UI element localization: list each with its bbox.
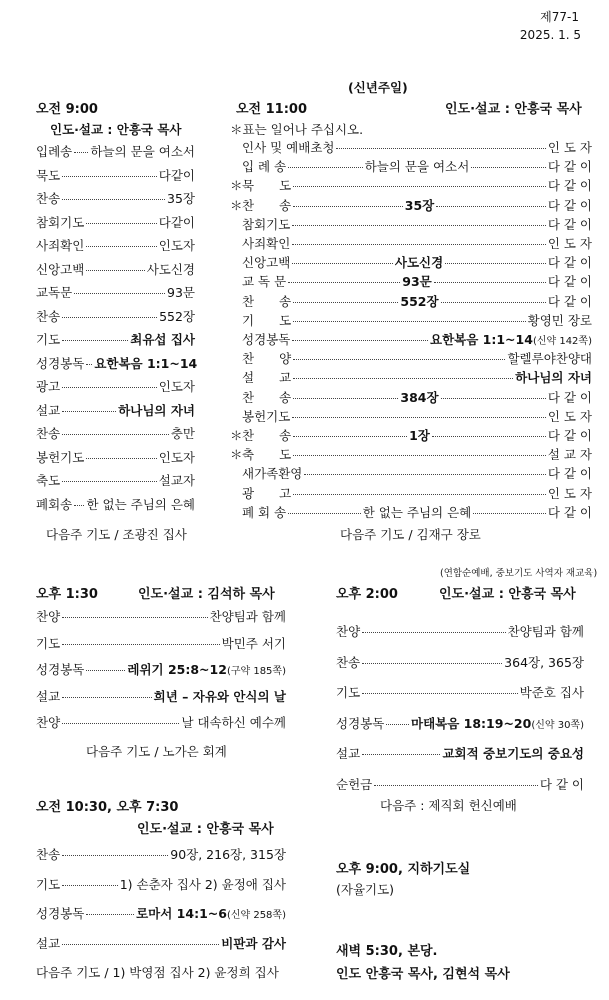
item-value: 사도신경 <box>146 261 195 277</box>
am9-time: 오전 9:00 <box>36 102 98 117</box>
am11-row <box>230 330 592 349</box>
item-label: 사죄확인 <box>36 238 85 253</box>
leader-dots <box>445 263 546 264</box>
subtitle: (신년주일) <box>348 80 408 95</box>
leader-dots <box>86 364 92 365</box>
leader-dots <box>62 644 219 645</box>
item-value: 다 같 이 <box>547 389 593 405</box>
leader-dots <box>62 176 157 177</box>
item-label: 신앙고백 <box>242 255 291 271</box>
item-label: 찬송 <box>36 847 61 862</box>
item-value: 날 대속하신 예수께 <box>181 715 286 730</box>
leader-dots <box>434 282 546 283</box>
am9-row <box>36 471 195 490</box>
leader-dots <box>74 152 88 153</box>
item-label: 설 교 <box>242 370 292 386</box>
item-value: 인도자 <box>158 238 195 253</box>
leader-dots <box>62 885 118 886</box>
leader-dots <box>288 167 363 168</box>
pm2-header-note: (연합순예배, 중보기도 사역자 재교육) <box>440 568 598 579</box>
am9-row <box>36 260 195 279</box>
am11-row <box>230 503 592 522</box>
am1030-row <box>36 904 286 923</box>
item-label: 성경봉독 <box>36 355 85 371</box>
leader-dots <box>293 321 525 322</box>
leader-dots <box>62 481 157 482</box>
item-label: 묵도 <box>36 167 61 183</box>
item-label: 성경봉독 <box>336 715 385 731</box>
pm2-row <box>336 622 584 641</box>
leader-dots <box>432 436 546 437</box>
leader-dots <box>288 282 400 283</box>
item-label: 축 도 <box>242 447 292 463</box>
item-value: 박민주 서기 <box>221 635 286 651</box>
am11-row <box>230 311 592 330</box>
item-value: 다같이 <box>158 167 195 183</box>
am1030-row <box>36 934 286 953</box>
item-label: 사죄확인 <box>242 236 291 251</box>
item-label: 성경봉독 <box>36 662 85 677</box>
item-label: 기도 <box>336 685 361 700</box>
am9-row <box>36 495 195 514</box>
am9-row <box>36 401 195 420</box>
am11-row <box>230 234 592 253</box>
item-value: 마태복음 18:19~20 <box>411 715 532 731</box>
am9-row <box>36 424 195 443</box>
am11-row <box>230 176 592 195</box>
leader-dots <box>86 223 156 224</box>
item-label: 성경봉독 <box>36 906 85 921</box>
leader-dots <box>74 505 84 506</box>
item-label: 기도 <box>36 635 61 651</box>
item-value: 다같이 <box>158 214 195 230</box>
item-value: 364장, 365장 <box>504 654 584 670</box>
standing-mark: ＊ <box>230 447 243 463</box>
pm9-note: (자율기도) <box>336 882 395 897</box>
pm2-next: 다음주 : 제직회 헌신예배 <box>380 798 517 813</box>
item-value: 할렐루야찬양대 <box>507 351 592 367</box>
item-value: 설교자 <box>158 473 195 488</box>
item-value: 요한복음 1:1~14 <box>94 355 198 371</box>
leader-dots <box>62 617 207 618</box>
item-value: 35장 <box>167 191 195 206</box>
leader-dots <box>293 186 546 187</box>
pm130-next: 다음주 기도 / 노가은 회계 <box>86 744 227 759</box>
leader-dots <box>292 417 546 418</box>
pm2-row <box>336 775 584 794</box>
item-value: 다 같 이 <box>547 504 592 520</box>
item-value: 요한복음 1:1~14 <box>430 332 533 347</box>
pm130-leader: 인도·설교 : 김석하 목사 <box>138 587 275 602</box>
leader-dots <box>62 723 179 724</box>
item-value: 설 교 자 <box>547 447 592 463</box>
issue-date: 2025. 1. 5 <box>519 28 581 42</box>
am9-row <box>36 142 195 161</box>
item-label: 인사 및 예배초청 <box>242 140 335 155</box>
item-value: 다 같 이 <box>547 428 592 443</box>
item-label: 찬 송 <box>242 197 292 213</box>
am11-row <box>230 253 592 272</box>
am11-row <box>230 272 592 291</box>
item-label: 순헌금 <box>336 776 373 792</box>
dawn-leader-label: 인도 <box>336 967 362 982</box>
item-label: 참회기도 <box>242 216 291 232</box>
am1030-row <box>36 845 286 864</box>
am9-row <box>36 448 195 467</box>
leader-dots <box>362 663 502 664</box>
leader-dots <box>62 340 128 341</box>
item-label: 찬송 <box>36 426 61 441</box>
leader-dots <box>293 206 403 207</box>
item-label: 기도 <box>36 876 61 892</box>
leader-dots <box>374 785 538 786</box>
leader-dots <box>293 494 546 495</box>
item-label: 찬양 <box>336 624 361 639</box>
item-value: 다 같 이 <box>547 466 592 482</box>
item-label: 광 고 <box>242 485 292 501</box>
item-label: 기도 <box>36 332 61 347</box>
am9-row <box>36 166 195 185</box>
item-value: 최유섭 집사 <box>130 332 195 347</box>
item-value: 다 같 이 <box>547 216 592 232</box>
leader-dots <box>292 263 393 264</box>
item-label: 설교 <box>36 402 61 418</box>
item-value: 인 도 자 <box>547 140 592 155</box>
item-label: 찬송 <box>36 308 61 324</box>
leader-dots <box>62 387 157 388</box>
item-value: 다 같 이 <box>547 197 593 213</box>
item-value: 찬양팀과 함께 <box>507 624 584 639</box>
item-value: 찬양팀과 함께 <box>209 609 286 624</box>
pm9-time: 오후 9:00, 지하기도실 <box>336 862 471 877</box>
dawn-time: 새벽 5:30, 본당. <box>336 944 438 959</box>
leader-dots <box>362 693 517 694</box>
am1030-time: 오전 10:30, 오후 7:30 <box>36 800 179 815</box>
leader-dots <box>86 246 156 247</box>
am11-row <box>230 445 592 464</box>
item-value: 황영민 장로 <box>527 312 592 328</box>
pm130-row <box>36 713 286 732</box>
pm2-row <box>336 744 584 763</box>
dawn-leader-names: 안흥국 목사, 김현석 목사 <box>365 967 510 982</box>
leader-dots <box>62 855 168 856</box>
item-value: 하늘의 문을 여소서 <box>90 144 195 159</box>
item-value: 1) 손춘자 집사 2) 윤정애 집사 <box>119 876 286 892</box>
item-label: 설교 <box>36 688 61 704</box>
leader-dots <box>292 244 546 245</box>
item-value: 다 같 이 <box>547 255 592 271</box>
item-value: 인 도 자 <box>547 236 592 251</box>
item-middle: 사도신경 <box>394 255 444 271</box>
leader-dots <box>86 670 125 671</box>
pm130-row <box>36 660 286 679</box>
leader-dots <box>62 199 165 200</box>
item-label: 찬 송 <box>242 389 292 405</box>
item-label: 신앙고백 <box>36 261 85 277</box>
leader-dots <box>86 458 156 459</box>
item-label: 찬양 <box>36 609 61 624</box>
am11-row <box>230 426 592 445</box>
item-value: 하나님의 자녀 <box>118 402 195 418</box>
item-value: 다 같 이 <box>547 159 592 175</box>
item-value: 희년 – 자유와 안식의 날 <box>153 688 286 704</box>
item-value: 비판과 감사 <box>221 935 286 951</box>
item-value: 한 없는 주님의 은혜 <box>86 496 195 512</box>
leader-dots <box>362 754 440 755</box>
item-note: (신약 142쪽) <box>532 336 592 347</box>
item-note: (신약 258쪽) <box>226 910 286 921</box>
standing-mark: ＊ <box>230 197 243 213</box>
item-label: 설교 <box>336 746 361 761</box>
item-label: 입 례 송 <box>242 159 287 175</box>
leader-dots <box>292 225 546 226</box>
item-label: 찬 양 <box>242 351 292 367</box>
pm2-row <box>336 714 584 733</box>
am9-leader: 인도·설교 : 안흥국 목사 <box>50 122 182 137</box>
standing-mark: ＊ <box>230 178 243 194</box>
leader-dots <box>62 944 219 945</box>
item-middle: 35장 <box>404 197 435 213</box>
item-value: 하나님의 자녀 <box>515 370 592 386</box>
pm2-leader: 인도·설교 : 안흥국 목사 <box>439 587 576 602</box>
am9-row <box>36 330 195 349</box>
am9-row <box>36 377 195 396</box>
item-label: 교 독 문 <box>242 274 287 290</box>
item-value: 90장, 216장, 315장 <box>170 847 286 862</box>
dawn-leader <box>336 963 510 982</box>
item-label: 성경봉독 <box>242 332 291 347</box>
am11-standing-note: ＊표는 일어나 주십시오. <box>230 122 364 137</box>
am11-row <box>230 484 592 503</box>
am9-row <box>36 236 195 255</box>
am1030-next: 다음주 기도 / 1) 박영점 집사 2) 윤정희 집사 <box>36 965 279 980</box>
am11-leader: 인도·설교 : 안흥국 목사 <box>445 102 582 117</box>
item-label: 설교 <box>36 935 61 951</box>
item-value: 교회적 중보기도의 중요성 <box>442 746 584 761</box>
pm130-time: 오후 1:30 <box>36 587 98 602</box>
item-label: 입례송 <box>36 144 73 159</box>
am11-row <box>230 349 592 368</box>
item-note: (구약 185쪽) <box>226 666 286 677</box>
am9-next: 다음주 기도 / 조광진 집사 <box>46 527 187 542</box>
leader-dots <box>293 378 513 379</box>
am11-row <box>230 407 592 426</box>
leader-dots <box>62 434 169 435</box>
item-label: 참회기도 <box>36 214 85 230</box>
item-value: 로마서 14:1~6 <box>136 906 227 921</box>
standing-mark: ＊ <box>230 428 243 443</box>
am11-row <box>230 215 592 234</box>
am11-row <box>230 388 592 407</box>
item-middle: 384장 <box>400 389 439 405</box>
leader-dots <box>74 293 165 294</box>
item-label: 광고 <box>36 379 61 394</box>
pm2-row <box>336 653 584 672</box>
pm130-row <box>36 687 286 706</box>
item-value: 인도자 <box>158 449 195 465</box>
item-value: 인 도 자 <box>547 485 592 501</box>
item-label: 묵 도 <box>242 178 292 194</box>
item-middle: 하늘의 문을 여소서 <box>364 159 470 175</box>
leader-dots <box>293 436 407 437</box>
item-label: 찬 송 <box>242 293 292 309</box>
leader-dots <box>293 302 398 303</box>
item-label: 찬송 <box>336 654 361 670</box>
leader-dots <box>386 724 409 725</box>
item-label: 축도 <box>36 473 61 488</box>
item-value: 인도자 <box>158 379 195 394</box>
leader-dots <box>62 317 157 318</box>
item-middle: 93문 <box>402 274 432 290</box>
leader-dots <box>288 513 361 514</box>
am9-row <box>36 189 195 208</box>
item-label: 찬송 <box>36 191 61 206</box>
am11-row <box>230 138 592 157</box>
leader-dots <box>362 632 505 633</box>
item-value: 레위기 25:8~12 <box>127 662 227 677</box>
leader-dots <box>336 148 545 149</box>
item-value: 다 같 이 <box>547 274 593 290</box>
item-value: 인 도 자 <box>547 408 592 424</box>
leader-dots <box>86 270 144 271</box>
item-label: 찬 송 <box>242 428 292 443</box>
pm2-row <box>336 683 584 702</box>
leader-dots <box>293 455 546 456</box>
am9-row <box>36 307 195 326</box>
leader-dots <box>62 411 116 412</box>
leader-dots <box>86 914 134 915</box>
am11-row <box>230 368 592 387</box>
item-label: 찬양 <box>36 715 61 730</box>
leader-dots <box>292 340 428 341</box>
item-value: 다 같 이 <box>547 293 593 309</box>
am9-row <box>36 354 198 373</box>
item-label: 교독문 <box>36 285 73 300</box>
item-middle: 한 없는 주님의 은혜 <box>362 504 472 520</box>
item-value: 다 같 이 <box>539 776 584 792</box>
leader-dots <box>471 167 546 168</box>
leader-dots <box>473 513 546 514</box>
leader-dots <box>293 359 505 360</box>
am1030-leader: 인도·설교 : 안흥국 목사 <box>137 822 274 837</box>
am9-row <box>36 283 195 302</box>
leader-dots <box>293 398 398 399</box>
am11-next: 다음주 기도 / 김재구 장로 <box>340 527 481 542</box>
am9-row <box>36 213 195 232</box>
am11-row <box>230 464 592 483</box>
item-middle: 552장 <box>400 293 439 309</box>
item-label: 봉헌기도 <box>242 408 291 424</box>
item-label: 폐회송 <box>36 496 73 512</box>
item-value: 552장 <box>159 308 195 324</box>
leader-dots <box>441 302 546 303</box>
leader-dots <box>436 206 546 207</box>
leader-dots <box>304 474 545 475</box>
pm2-time: 오후 2:00 <box>336 587 398 602</box>
am11-row <box>230 292 592 311</box>
leader-dots <box>441 398 546 399</box>
issue-number: 제77-1 <box>540 10 579 24</box>
item-value: 다 같 이 <box>547 178 592 194</box>
pm130-row <box>36 607 286 626</box>
item-value: 충만 <box>170 426 195 441</box>
item-middle: 1장 <box>409 428 430 443</box>
item-label: 폐 회 송 <box>242 504 287 520</box>
leader-dots <box>62 697 152 698</box>
pm130-row <box>36 634 286 653</box>
item-value: 93문 <box>167 285 195 300</box>
am11-time: 오전 11:00 <box>236 102 308 117</box>
item-label: 봉헌기도 <box>36 449 85 465</box>
am1030-row <box>36 875 286 894</box>
item-label: 기 도 <box>242 312 292 328</box>
item-note: (신약 30쪽) <box>531 719 584 731</box>
item-label: 새가족환영 <box>242 466 303 482</box>
am11-row <box>230 157 592 176</box>
item-value: 박준호 집사 <box>519 685 584 700</box>
am11-row <box>230 196 592 215</box>
